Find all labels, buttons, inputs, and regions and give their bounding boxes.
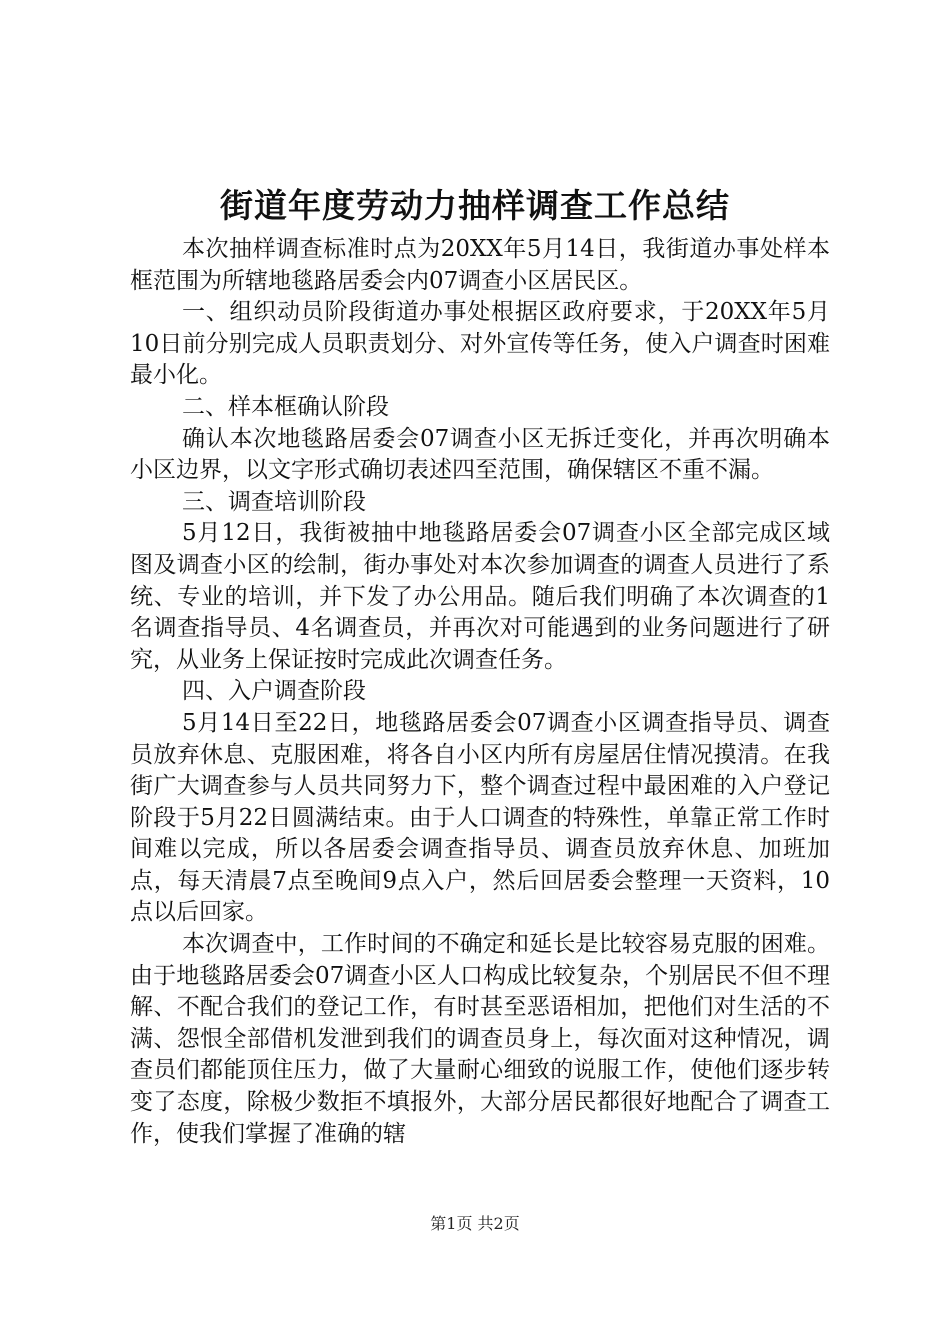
paragraph-section-1: 一、组织动员阶段街道办事处根据区政府要求，于20XX年5月10日前分别完成人员职责划分、对外宣传等任务，使入户调查时困难最小化。 — [130, 299, 830, 389]
paragraph-section-4: 5月14日至22日，地毯路居委会07调查小区调查指导员、调查员放弃休息、克服困难，将各自小区内所有房屋居住情况摸清。在我街广大调查参与人员共同努力下，整个调查过程中最困难的入户登记阶段于5月22日圆满结束。由于人口调查的特殊性，单靠正常工作时间难以完成，所以各居委会调查指导员、调查员放弃休息、加班加点，每天清晨7点至晚间9点入户，然后回居委会整理一天资料，10点以后回家。 — [130, 709, 830, 926]
paragraph-difficulties: 本次调查中，工作时间的不确定和延长是比较容易克服的困难。由于地毯路居委会07调查小区人口构成比较复杂，个别居民不但不理解、不配合我们的登记工作，有时甚至恶语相加，把他们对生活的不满、怨恨全部借机发泄到我们的调查员身上，每次面对这种情况，调查员们都能顶住压力，做了大量耐心细致的说服工作，使他们逐步转变了态度，除极少数拒不填报外，大部分居民都很好地配合了调查工作，使我们掌握了准确的辖 — [130, 931, 830, 1147]
page-number-footer: 第1页 共2页 — [430, 1214, 520, 1233]
heading-section-2: 二、样本框确认阶段 — [182, 393, 389, 420]
paragraph-section-2: 确认本次地毯路居委会07调查小区无拆迁变化，并再次明确本小区边界，以文字形式确切表述四至范围，确保辖区不重不漏。 — [130, 425, 830, 484]
paragraph-section-3: 5月12日，我街被抽中地毯路居委会07调查小区全部完成区域图及调查小区的绘制，街办事处对本次参加调查的调查人员进行了系统、专业的培训，并下发了办公用品。随后我们明确了本次调查的1名调查指导员、4名调查员，并再次对可能遇到的业务问题进行了研究，从业务上保证按时完成此次调查任务。 — [130, 520, 830, 673]
heading-section-4: 四、入户调查阶段 — [182, 678, 366, 705]
document-body — [130, 234, 830, 1150]
paragraph-intro: 本次抽样调查标准时点为20XX年5月14日，我街道办事处样本框范围为所辖地毯路居委会内07调查小区居民区。 — [130, 236, 830, 294]
document-title: 街道年度劳动力抽样调查工作总结 — [220, 186, 730, 225]
heading-section-3: 三、调查培训阶段 — [182, 488, 366, 515]
